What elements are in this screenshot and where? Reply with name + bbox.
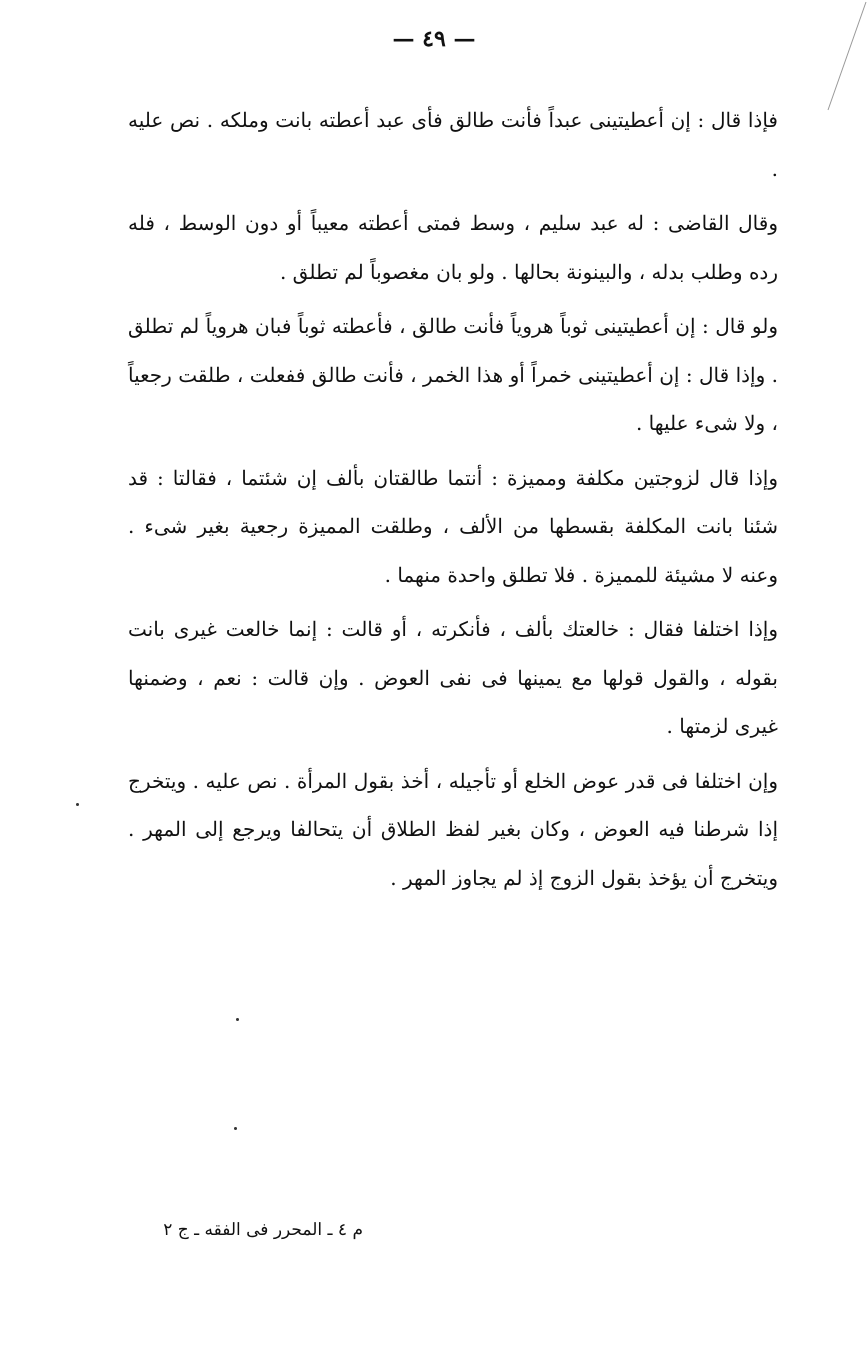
paragraph: فإذا قال : إن أعطيتينى عبداً فأنت طالق فأى عبد أعطته بانت وملكه . نص عليه .	[128, 108, 778, 181]
footer-note: م ٤ ـ المحرر فى الفقه ـ ج ٢	[163, 1220, 363, 1240]
scan-edge-line	[808, 0, 868, 120]
scan-speck	[234, 1127, 237, 1130]
page-number: — ٤٩ —	[392, 26, 476, 52]
paragraph: ولو قال : إن أعطيتينى ثوباً هروياً فأنت طالق ، فأعطته ثوباً فبان هروياً لم تطلق . وإذا قال : إن أعطيتينى خمراً أو هذا الخمر ، فأنت طالق ففعلت ، طلقت رجعياً ، ولا شىء عليها .	[128, 314, 778, 435]
paragraph: وإذا اختلفا فقال : خالعتك بألف ، فأنكرته ، أو قالت : إنما خالعت غيرى بانت بقوله ، والقول قولها مع يمينها فى نفى العوض . وإن قالت : نعم ، وضمنها غيرى لزمتها .	[128, 617, 778, 738]
paragraph: وإذا قال لزوجتين مكلفة ومميزة : أنتما طالقتان بألف إن شئتما ، فقالتا : قد شئنا بانت المكلفة بقسطها من الألف ، وطلقت المميزة رجعية بغير شىء . وعنه لا مشيئة للمميزة . فلا تطلق واحدة منهما .	[128, 465, 778, 587]
scan-speck	[236, 1018, 239, 1021]
scan-speck	[76, 803, 79, 806]
paragraph: وإن اختلفا فى قدر عوض الخلع أو تأجيله ، أخذ بقول المرأة . نص عليه . ويتخرج إذا شرطنا فيه العوض ، وكان بغير لفظ الطلاق أن يتحالفا ويرجع إلى المهر . ويتخرج أن يؤخذ بقول الزوج إذ لم يجاوز المهر .	[128, 768, 778, 890]
paragraph: وقال القاضى : له عبد سليم ، وسط فمتى أعطته معيباً أو دون الوسط ، فله رده وطلب بدله ، والبينونة بحالها . ولو بان مغصوباً لم تطلق .	[128, 211, 778, 284]
body-text	[128, 96, 778, 902]
